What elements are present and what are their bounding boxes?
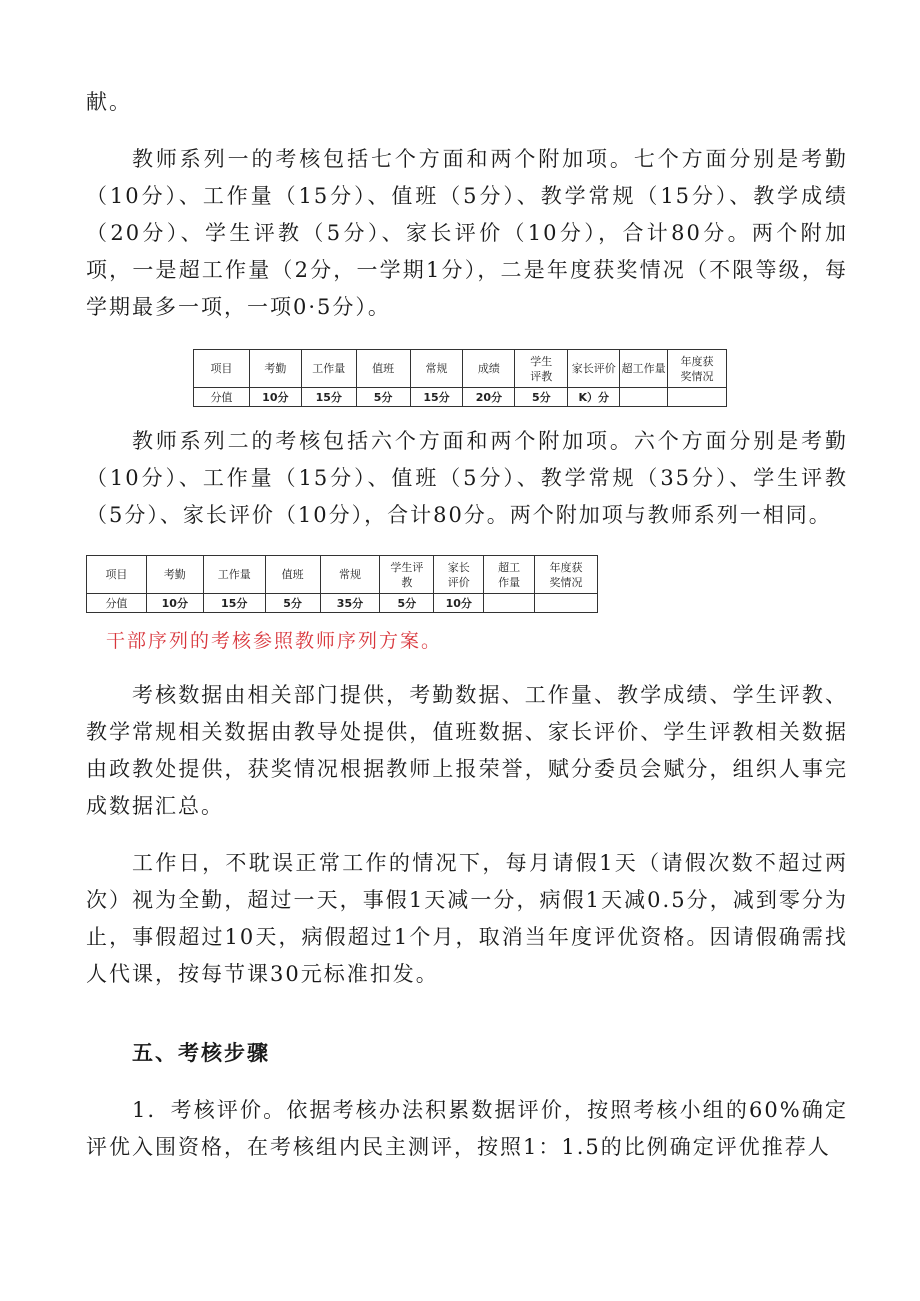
table-cell: 考勤 [146, 556, 203, 594]
table-cell: 项目 [194, 350, 250, 388]
table-cell: 年度获 奖情况 [535, 556, 598, 594]
table-cell [535, 594, 598, 613]
cadre-series-note: 干部序列的考核参照教师序列方案。 [106, 630, 443, 652]
section-heading-steps: 五、考核步骤 [132, 1041, 270, 1065]
table-cell: 5分 [265, 594, 320, 613]
table-cell: 常规 [410, 350, 463, 388]
table-cell: 15分 [410, 388, 463, 407]
table-cell: 考勤 [249, 350, 301, 388]
table-cell: 35分 [320, 594, 380, 613]
table-teacher-series-one [193, 349, 727, 407]
table-cell: 年度获 奖情况 [668, 350, 727, 388]
table-cell: 工作量 [301, 350, 356, 388]
table-cell: 家长评价 [568, 350, 620, 388]
table-cell: 分值 [87, 594, 147, 613]
table-value-row [194, 388, 727, 407]
paragraph-teacher-series-one: 教师系列一的考核包括七个方面和两个附加项。七个方面分别是考勤（10分）、工作量（15分）、值班（5分）、教学常规（15分）、教学成绩（20分）、学生评教（5分）、家长评价（10分），合计80分。两个附加项，一是超工作量（2分，一学期1分），二是年度获奖情况（不限等级，每学期最多一项，一项0·5分）。 [86, 147, 848, 319]
table-cell: 常规 [320, 556, 380, 594]
table-cell: 15分 [301, 388, 356, 407]
table-cell: 家长 评价 [434, 556, 484, 594]
table-cell: K）分 [568, 388, 620, 407]
table-cell: 学生评 教 [380, 556, 434, 594]
paragraph-attendance-rules: 工作日，不耽误正常工作的情况下，每月请假1天（请假次数不超过两次）视为全勤，超过一天，事假1天减一分，病假1天减0.5分，减到零分为止，事假超过10天，病假超过1个月，取消当年度评优资格。因请假确需找人代课，按每节课30元标准扣发。 [86, 851, 848, 986]
table-cell: 分值 [194, 388, 250, 407]
paragraph-data-sources: 考核数据由相关部门提供，考勤数据、工作量、教学成绩、学生评教、教学常规相关数据由教导处提供，值班数据、家长评价、学生评教相关数据由政教处提供，获奖情况根据教师上报荣誉，赋分委员会赋分，组织人事完成数据汇总。 [86, 683, 848, 818]
table-cell: 项目 [87, 556, 147, 594]
paragraph-continuation: 献。 [86, 90, 132, 114]
table-header-row [194, 350, 727, 388]
table-cell: 10分 [146, 594, 203, 613]
table-cell: 超工作量 [620, 350, 668, 388]
table-teacher-series-two [86, 555, 598, 613]
paragraph-teacher-series-two: 教师系列二的考核包括六个方面和两个附加项。六个方面分别是考勤（10分）、工作量（15分）、值班（5分）、教学常规（35分）、学生评教（5分）、家长评价（10分），合计80分。两个附加项与教师系列一相同。 [86, 429, 848, 527]
table-cell: 5分 [380, 594, 434, 613]
table-cell [668, 388, 727, 407]
table-cell: 超工 作量 [484, 556, 535, 594]
table-cell: 10分 [434, 594, 484, 613]
table-cell: 值班 [265, 556, 320, 594]
table-cell: 学生 评教 [515, 350, 568, 388]
table-cell [620, 388, 668, 407]
table-cell: 值班 [356, 350, 410, 388]
paragraph-step-one: 1．考核评价。依据考核办法积累数据评价，按照考核小组的60%确定评优入围资格，在考核组内民主测评，按照1：1.5的比例确定评优推荐人 [86, 1098, 848, 1159]
table-header-row [87, 556, 598, 594]
table-cell: 成绩 [463, 350, 515, 388]
table-cell: 20分 [463, 388, 515, 407]
table-value-row [87, 594, 598, 613]
table-cell: 15分 [203, 594, 265, 613]
table-cell: 5分 [515, 388, 568, 407]
table-cell: 5分 [356, 388, 410, 407]
table-cell [484, 594, 535, 613]
table-cell: 工作量 [203, 556, 265, 594]
table-cell: 10分 [249, 388, 301, 407]
